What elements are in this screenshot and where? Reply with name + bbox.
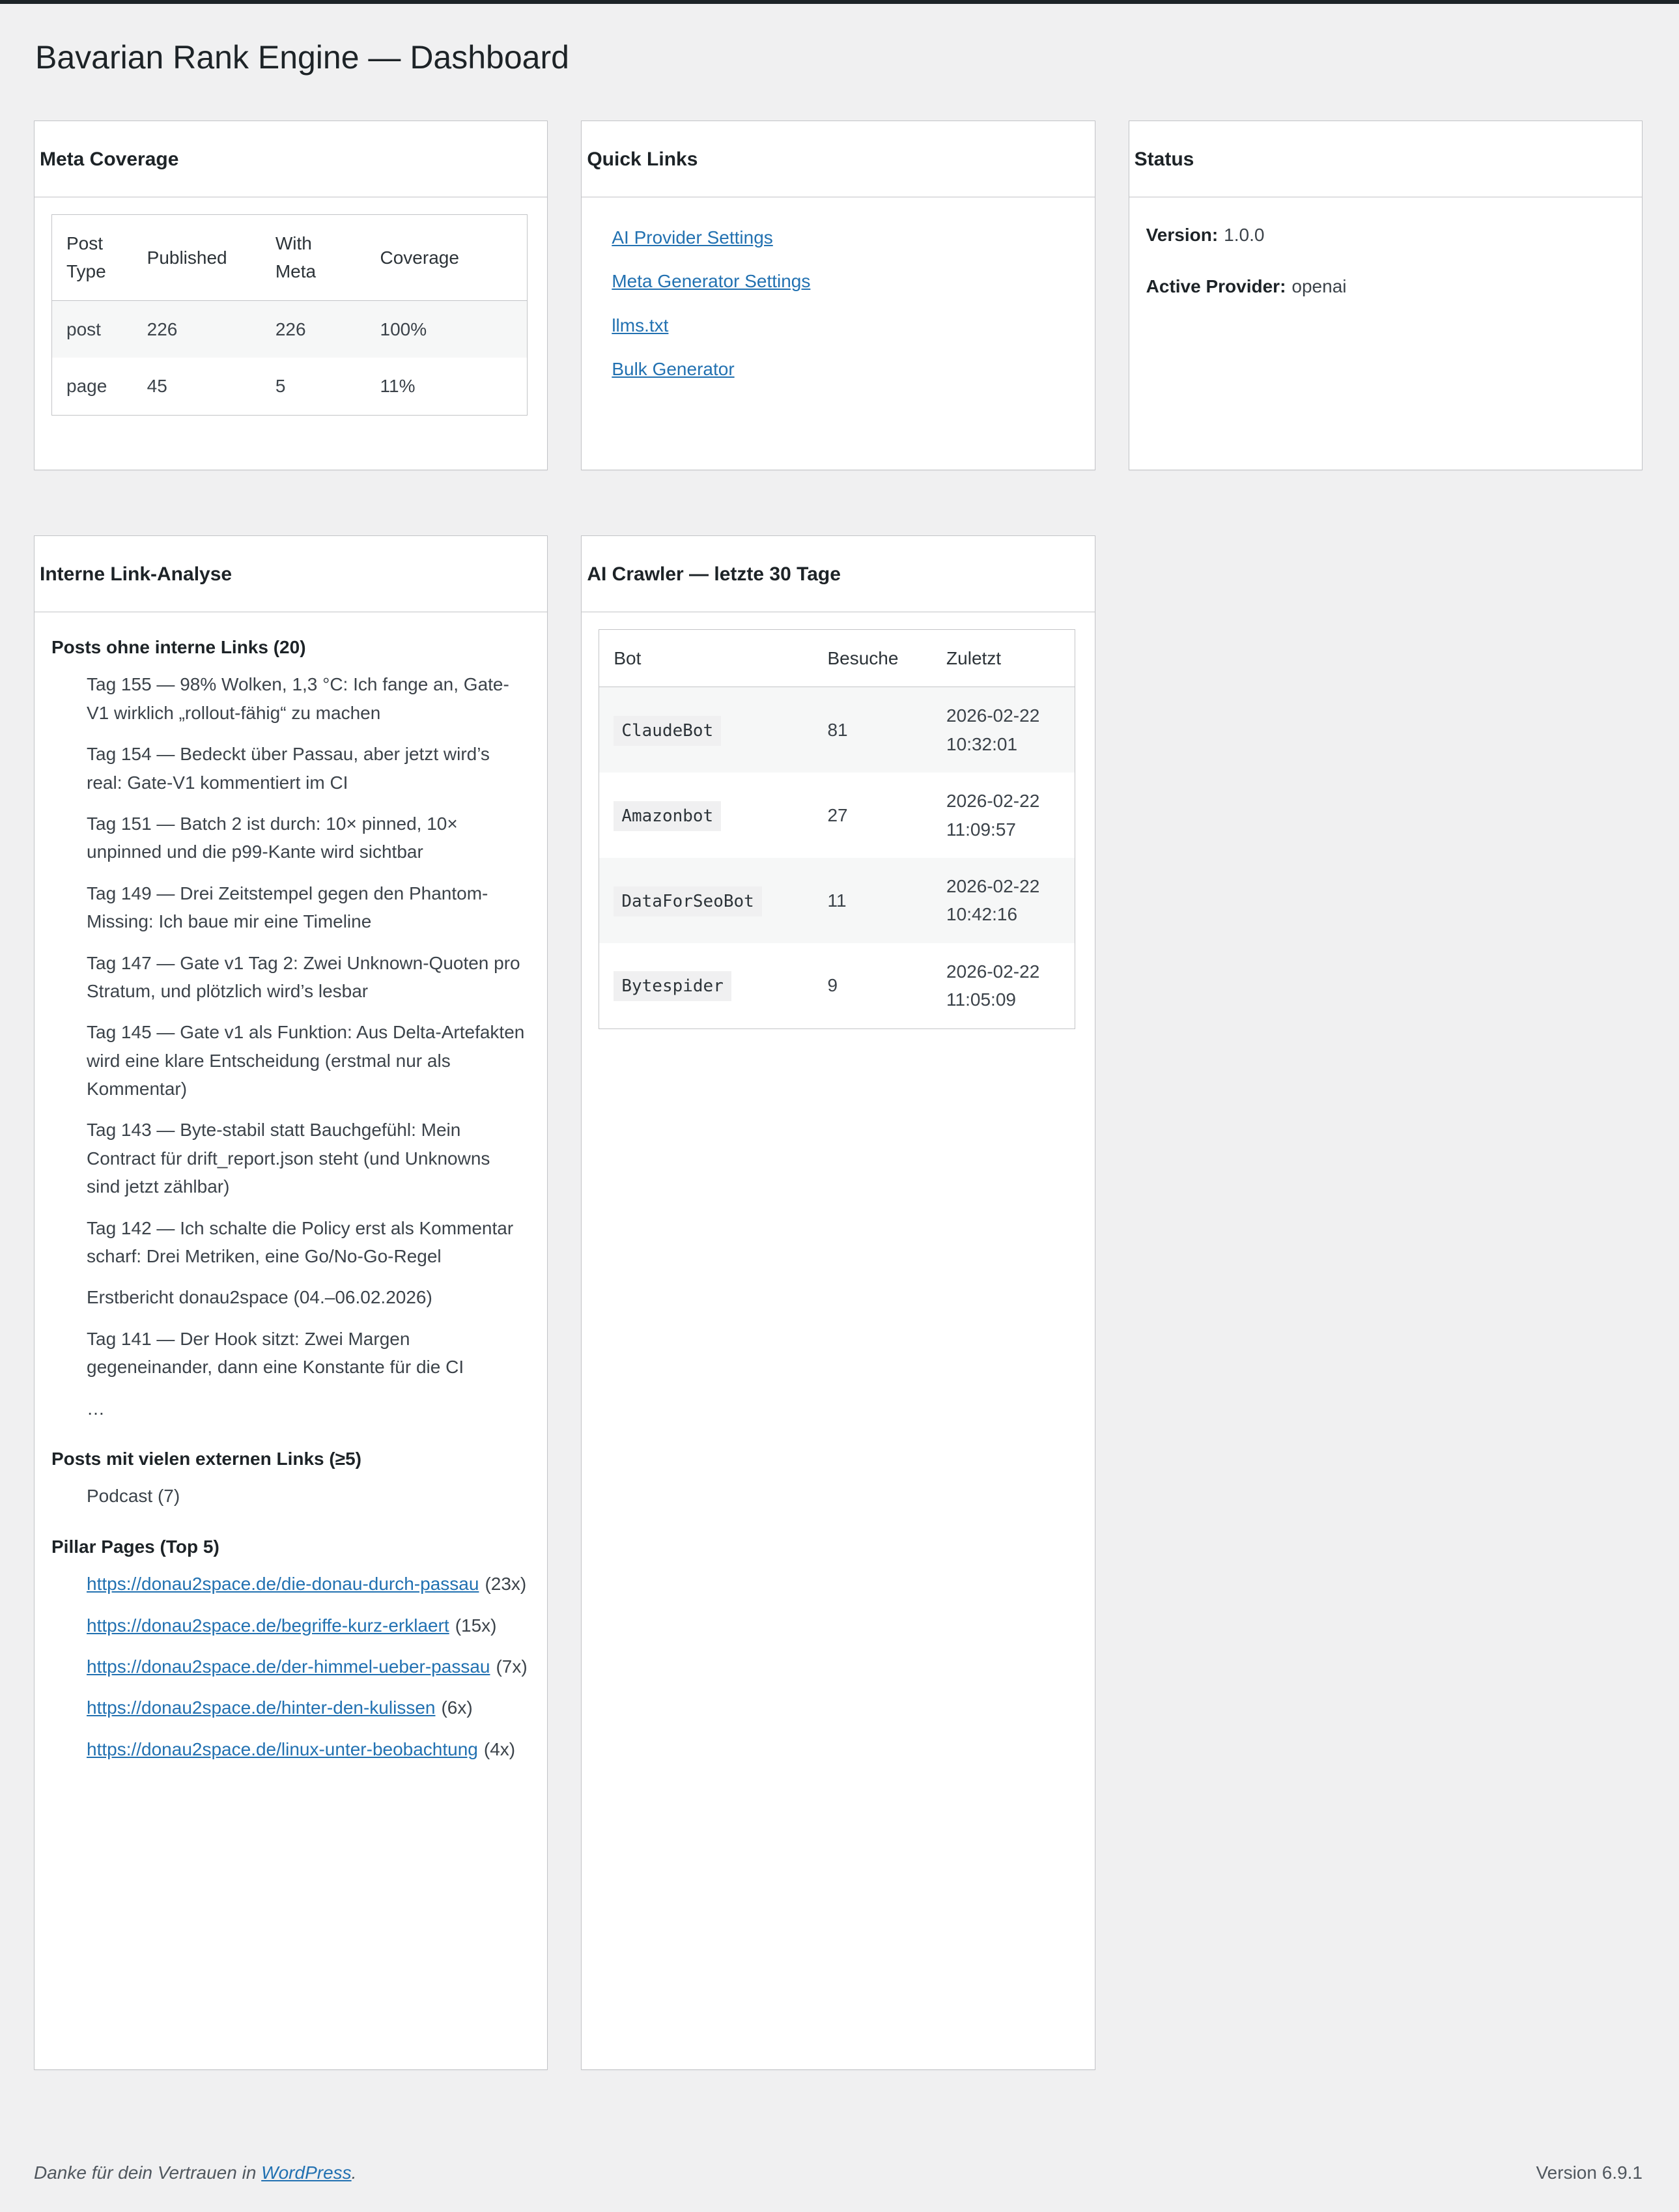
cell-with-meta: 5 bbox=[275, 376, 286, 397]
footer-thanks bbox=[34, 2162, 356, 2183]
list-item: Tag 147 — Gate v1 Tag 2: Zwei Unknown-Quoten pro Stratum, und plötzlich wird’s lesbar bbox=[87, 952, 520, 1001]
ai-crawler-table bbox=[599, 629, 1075, 1029]
cell-published: 226 bbox=[147, 319, 178, 339]
cell-bot bbox=[599, 773, 813, 858]
cell-visits: 9 bbox=[827, 975, 838, 996]
list-item: Erstbericht donau2space (04.–06.02.2026) bbox=[87, 1287, 432, 1308]
meta-coverage-header bbox=[35, 121, 547, 197]
provider-value: openai bbox=[1291, 276, 1347, 297]
footer bbox=[34, 2162, 1643, 2183]
pillar-page-link[interactable]: https://donau2space.de/hinter-den-kulissen bbox=[87, 1697, 436, 1718]
quick-links-header bbox=[582, 121, 1094, 197]
list-item bbox=[612, 311, 1075, 339]
page-title: Bavarian Rank Engine — Dashboard bbox=[35, 39, 569, 76]
bot-name-chip: ClaudeBot bbox=[614, 716, 721, 746]
link-analysis-header bbox=[35, 536, 547, 612]
link-analysis-title: Interne Link-Analyse bbox=[40, 563, 233, 585]
cell-last-seen: 2026-02-22 10:42:16 bbox=[946, 875, 1040, 925]
no-internal-links-list bbox=[87, 670, 528, 1423]
provider-label: Active Provider: bbox=[1146, 276, 1286, 297]
col-header-with-meta: With Meta bbox=[261, 215, 366, 301]
col-header-zuletzt: Zuletzt bbox=[932, 630, 1075, 687]
pillar-page-count: (4x) bbox=[483, 1738, 516, 1759]
status-version-line bbox=[1146, 221, 1622, 249]
list-item: Tag 155 — 98% Wolken, 1,3 °C: Ich fange an, Gate-V1 wirklich „rollout-fähig“ zu machen bbox=[87, 674, 509, 723]
ai-crawler-panel bbox=[581, 535, 1095, 2070]
status-title: Status bbox=[1134, 148, 1194, 170]
col-header-coverage: Coverage bbox=[366, 215, 528, 301]
cell-coverage: 100% bbox=[380, 319, 427, 339]
list-item bbox=[612, 223, 1075, 251]
list-item: Tag 143 — Byte-stabil statt Bauchgefühl: Mein Contract für drift_report.json steht (und Unknowns sind jetzt zählbar) bbox=[87, 1120, 490, 1197]
list-item: Tag 154 — Bedeckt über Passau, aber jetzt wird’s real: Gate-V1 kommentiert im CI bbox=[87, 744, 490, 793]
cell-post-type: post bbox=[66, 319, 101, 339]
pillar-page-count: (23x) bbox=[485, 1574, 527, 1595]
quick-links-list bbox=[612, 223, 1075, 384]
cell-post-type: page bbox=[66, 376, 107, 397]
cell-last-seen: 2026-02-22 11:09:57 bbox=[946, 791, 1040, 840]
cell-last-seen: 2026-02-22 11:05:09 bbox=[946, 961, 1040, 1010]
col-header-post-type: Post Type bbox=[52, 215, 133, 301]
list-item: Podcast (7) bbox=[87, 1486, 180, 1507]
list-item bbox=[87, 1694, 528, 1722]
status-panel bbox=[1129, 121, 1643, 470]
list-item: Tag 145 — Gate v1 als Funktion: Aus Delta-Artefakten wird eine klare Entscheidung (erstmal nur als Kommentar) bbox=[87, 1022, 525, 1099]
bot-name-chip: DataForSeoBot bbox=[614, 886, 762, 916]
pillar-page-count: (7x) bbox=[496, 1656, 528, 1677]
pillar-pages-heading: Pillar Pages (Top 5) bbox=[51, 1536, 219, 1557]
link-analysis-body bbox=[35, 612, 547, 1796]
meta-coverage-body bbox=[35, 197, 547, 435]
table-row bbox=[599, 943, 1075, 1028]
pillar-pages-list bbox=[87, 1570, 528, 1763]
ai-crawler-header bbox=[582, 536, 1094, 612]
footer-thanks-text: Danke für dein Vertrauen in bbox=[34, 2162, 262, 2183]
cell-coverage: 11% bbox=[380, 376, 416, 397]
list-item bbox=[612, 267, 1075, 295]
pillar-page-count: (6x) bbox=[441, 1697, 473, 1718]
cell-visits: 81 bbox=[827, 720, 848, 741]
link-bulk-generator[interactable]: Bulk Generator bbox=[612, 359, 735, 380]
cell-visits: 27 bbox=[827, 804, 848, 825]
external-links-heading: Posts mit vielen externen Links (≥5) bbox=[51, 1448, 361, 1469]
table-row bbox=[599, 773, 1075, 858]
list-item bbox=[612, 355, 1075, 383]
quick-links-body bbox=[582, 197, 1094, 419]
link-llms-txt[interactable]: llms.txt bbox=[612, 315, 669, 335]
list-item: Tag 142 — Ich schalte die Policy erst als Kommentar scharf: Drei Metriken, eine Go/No-Go-Regel bbox=[87, 1217, 514, 1267]
status-body bbox=[1129, 197, 1642, 344]
link-ai-provider-settings[interactable]: AI Provider Settings bbox=[612, 227, 773, 248]
version-label: Version: bbox=[1146, 225, 1219, 245]
top-panels-row bbox=[34, 121, 1643, 470]
link-meta-generator-settings[interactable]: Meta Generator Settings bbox=[612, 271, 811, 292]
cell-published: 45 bbox=[147, 376, 167, 397]
quick-links-panel bbox=[581, 121, 1095, 470]
footer-version: Version 6.9.1 bbox=[1536, 2162, 1643, 2183]
pillar-page-count: (15x) bbox=[455, 1615, 497, 1636]
ai-crawler-body bbox=[582, 612, 1094, 1049]
status-provider-line bbox=[1146, 272, 1622, 300]
cell-bot bbox=[599, 943, 813, 1028]
bot-name-chip: Bytespider bbox=[614, 971, 731, 1001]
pillar-page-link[interactable]: https://donau2space.de/linux-unter-beobachtung bbox=[87, 1738, 478, 1759]
wordpress-link[interactable]: WordPress bbox=[261, 2162, 352, 2183]
meta-coverage-table bbox=[51, 214, 528, 416]
pillar-page-link[interactable]: https://donau2space.de/die-donau-durch-passau bbox=[87, 1574, 479, 1595]
cell-with-meta: 226 bbox=[275, 319, 306, 339]
col-header-besuche: Besuche bbox=[813, 630, 932, 687]
list-item bbox=[87, 1652, 528, 1680]
list-item: Tag 141 — Der Hook sitzt: Zwei Margen gegeneinander, dann eine Konstante für die CI bbox=[87, 1328, 464, 1378]
bottom-panels-row bbox=[34, 535, 1643, 2070]
table-header-row bbox=[599, 630, 1075, 687]
list-item: Tag 149 — Drei Zeitstempel gegen den Phantom-Missing: Ich baue mir eine Timeline bbox=[87, 883, 488, 932]
dashboard-wrap bbox=[0, 36, 1679, 2183]
list-item bbox=[87, 1735, 528, 1763]
external-links-list bbox=[87, 1482, 528, 1510]
admin-bar bbox=[0, 0, 1679, 4]
table-row bbox=[52, 358, 528, 415]
ai-crawler-title: AI Crawler — letzte 30 Tage bbox=[587, 563, 841, 585]
pillar-page-link[interactable]: https://donau2space.de/begriffe-kurz-erklaert bbox=[87, 1615, 449, 1636]
col-header-published: Published bbox=[133, 215, 261, 301]
version-value: 1.0.0 bbox=[1224, 225, 1265, 245]
cell-last-seen: 2026-02-22 10:32:01 bbox=[946, 705, 1040, 754]
table-header-row bbox=[52, 215, 528, 301]
list-item-ellipsis: … bbox=[87, 1398, 105, 1419]
list-item bbox=[87, 1611, 528, 1639]
link-analysis-panel bbox=[34, 535, 548, 2070]
quick-links-title: Quick Links bbox=[587, 148, 698, 170]
meta-coverage-title: Meta Coverage bbox=[40, 148, 179, 170]
status-header bbox=[1129, 121, 1642, 197]
table-row bbox=[52, 300, 528, 358]
no-internal-links-heading: Posts ohne interne Links (20) bbox=[51, 637, 306, 657]
cell-bot bbox=[599, 687, 813, 773]
pillar-page-link[interactable]: https://donau2space.de/der-himmel-ueber-passau bbox=[87, 1656, 490, 1677]
table-row bbox=[599, 687, 1075, 773]
cell-bot bbox=[599, 858, 813, 943]
col-header-bot: Bot bbox=[599, 630, 813, 687]
meta-coverage-panel bbox=[34, 121, 548, 470]
list-item: Tag 151 — Batch 2 ist durch: 10× pinned, 10× unpinned und die p99-Kante wird sichtbar bbox=[87, 813, 458, 862]
table-row bbox=[599, 858, 1075, 943]
bot-name-chip: Amazonbot bbox=[614, 801, 721, 831]
footer-thanks-period: . bbox=[351, 2162, 357, 2183]
cell-visits: 11 bbox=[827, 890, 847, 911]
list-item bbox=[87, 1570, 528, 1598]
